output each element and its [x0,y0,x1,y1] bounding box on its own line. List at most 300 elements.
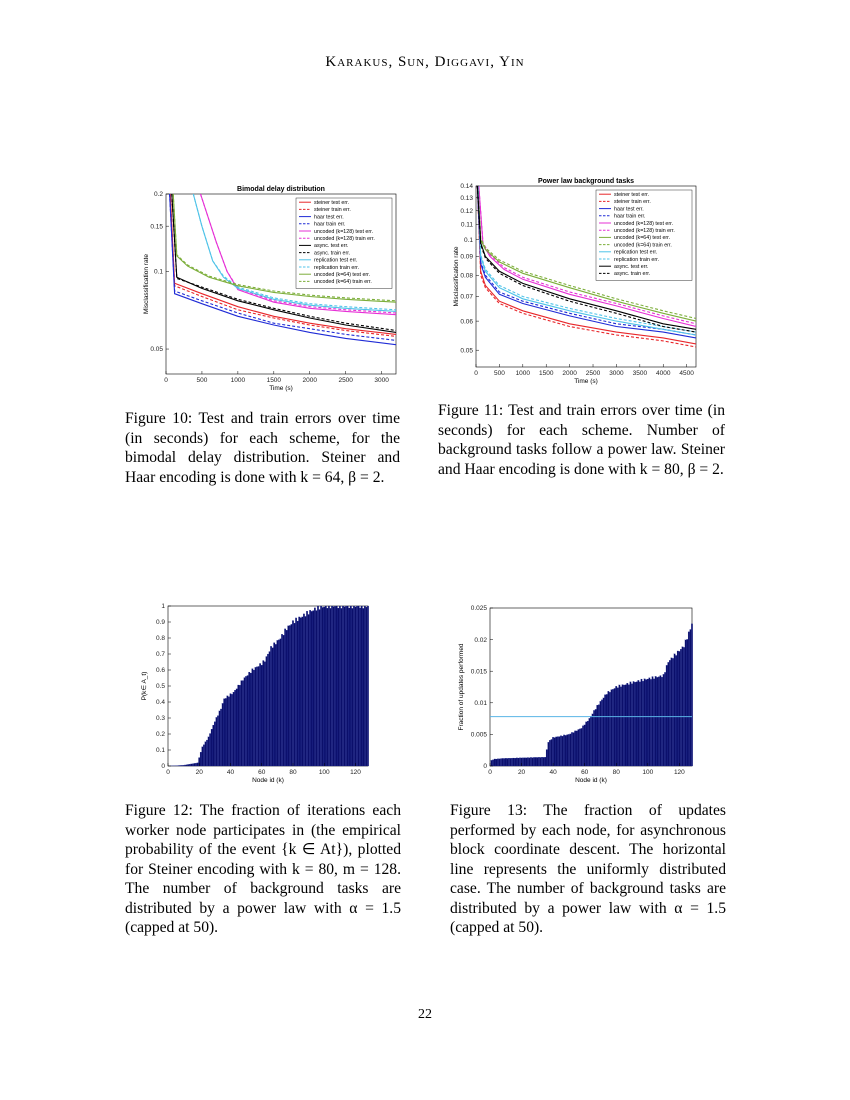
fig13-xlabel: Node id (k) [575,777,607,784]
fig12-bar [361,606,363,766]
fig12-bar [183,765,185,766]
fig11-xtick-label: 2000 [562,370,577,377]
figure-13-caption: Figure 13: The fraction of updates performed by each node, for asynchronous block coordinate descent. The horizontal line represents the uniformly distributed case. The number of background tasks are distributed by a power law with α = 1.5 (capped at 50). [450,802,726,936]
fig13-bar [559,737,561,766]
fig13-bar [540,757,542,766]
fig12-bar [186,765,188,766]
page-number: 22 [418,1007,432,1022]
fig11-ytick-label: 0.11 [460,221,473,229]
fig13-bar [633,681,635,766]
fig13-bar [627,683,629,766]
fig13-bar [636,682,638,766]
fig13-bar [499,759,501,766]
fig13-ytick-label: 0.025 [470,605,487,613]
fig10-xtick-label: 3000 [374,377,389,384]
fig13-bar [639,682,641,766]
fig10-legend-entry: steiner test err. [314,200,350,206]
fig11-xtick-label: 2500 [585,370,601,377]
fig12-bar [192,764,194,766]
fig10-ytick-label: 0.05 [150,346,163,354]
fig13-bar [690,629,692,766]
fig13-bar [611,690,613,766]
fig12-bar [216,717,218,766]
fig13-bar [551,739,553,766]
fig13-bar [544,757,546,766]
fig13-bar [527,758,529,767]
fig13-bar [541,757,543,766]
fig10-ytick-label: 0.15 [150,223,163,231]
fig13-bar [562,736,564,766]
fig13-bar [518,758,520,766]
fig12-bar [364,606,366,766]
fig13-bar [522,758,524,766]
fig13-bar [546,750,548,766]
figure-11-chart [440,172,720,394]
fig12-xtick-label: 20 [195,769,203,776]
fig12-bar [316,611,318,766]
fig13-bar [658,677,660,766]
fig13-ylabel: Fraction of updates performed [458,643,465,731]
fig13-bar [608,691,610,766]
fig13-xtick-label: 100 [642,769,654,776]
fig10-xtick-label: 2500 [338,377,353,384]
fig13-bar [597,705,599,766]
fig13-bar [652,677,654,766]
fig12-xtick-label: 40 [226,769,235,776]
fig13-bar [672,658,674,766]
running-head: Karakus, Sun, Diggavi, Yin [325,54,525,70]
fig11-legend-entry: replication test err. [614,249,658,256]
fig13-bar [587,721,589,766]
fig13-bar [619,685,621,766]
fig12-bar [298,617,300,766]
fig12-bar [227,696,229,766]
fig11-xtick-label: 0 [474,370,478,377]
fig13-bar [601,700,603,766]
fig12-bar [366,607,368,766]
fig13-bar [510,758,512,766]
fig12-xtick-label: 60 [258,769,266,776]
fig13-bar [507,758,509,766]
fig13-bar [519,758,521,766]
fig12-bar [259,663,261,766]
fig12-bar [331,606,333,766]
fig10-legend-entry: async. train err. [314,250,351,257]
figure-10-caption: Figure 10: Test and train errors over time (in seconds) for each scheme, for the bimodal delay distribution. Steiner and Haar encoding is done with k = 64, β = 2. [125,410,400,486]
fig12-bar [292,621,294,767]
fig12-bar [336,606,338,766]
fig12-bar [270,646,272,766]
fig12-bar [356,606,358,766]
fig13-bar [612,689,614,766]
fig12-bar [209,734,211,767]
fig13-bar [526,758,528,766]
fig10-ytick-label: 0.1 [153,268,163,276]
fig13-bar [503,758,505,766]
fig13-bar [581,728,583,766]
fig12-bar [303,614,305,766]
fig10-legend-entry: haar train err. [314,221,346,228]
fig11-xtick-label: 1500 [538,370,554,377]
fig13-ytick-label: 0.02 [474,636,487,644]
fig12-bar [334,606,336,766]
fig12-bar [211,729,213,766]
fig13-bar [669,660,671,766]
fig12-bar [342,606,344,766]
fig13-bar [664,672,666,766]
fig13-bar [622,685,624,766]
fig13-bar [661,677,663,766]
fig13-bar [595,709,597,766]
fig13-bar [508,758,510,766]
fig13-bar [650,679,652,766]
fig13-bar [592,714,594,766]
fig10-legend-entry: replication test err. [314,257,358,264]
fig11-plot [453,178,696,385]
fig13-bar [609,692,611,766]
fig12-bar [208,737,210,766]
fig13-bar [516,758,518,766]
fig12-bar [236,689,238,766]
figure-10 [130,178,420,398]
fig12-bar [234,690,236,766]
fig12-ytick-label: 1 [161,603,165,611]
fig12-bar [188,764,190,766]
fig13-bar [600,701,602,766]
fig12-bar [339,606,341,766]
figure-13 [440,596,720,796]
fig10-legend-entry: haar test err. [314,214,344,221]
fig13-bar [617,688,619,766]
fig12-bar [278,640,280,766]
fig12-bar [333,607,335,766]
fig13-ytick-label: 0.01 [474,700,487,707]
fig13-xtick-label: 80 [612,769,620,776]
figure-13-chart [440,596,720,796]
fig13-bar [533,757,535,766]
fig13-bar [497,759,499,766]
fig13-bar [634,682,636,766]
fig12-bar [295,618,297,766]
fig13-bar [674,654,676,766]
fig12-bar [300,618,302,766]
fig13-bar [532,758,534,766]
fig12-bar [245,676,247,766]
fig12-bar [320,606,322,766]
fig13-bar [513,758,515,766]
fig12-xtick-label: 0 [166,769,170,776]
fig12-bar [184,765,186,766]
fig13-plot [458,605,693,784]
figure-12-caption: Figure 12: The fraction of iterations each worker node participates in (the empirical probability of the event {k ∈ At}), plotted for Steiner encoding with k = 80, m = 128. The number of background tasks are distributed by a power law with α = 1.5 (capped at 50). [125,802,401,936]
fig13-bar [675,655,677,766]
fig13-bar [686,639,688,766]
fig13-bar [529,758,531,766]
fig13-bar [603,698,605,766]
fig13-bar [590,716,592,766]
fig11-xtick-label: 3000 [609,370,624,377]
fig13-bar [604,695,606,766]
fig11-legend-entry: async. train err. [614,271,651,278]
fig13-bar [663,674,665,766]
fig13-bar [543,757,545,766]
fig12-bar [250,673,252,766]
fig13-bar [666,665,668,766]
fig12-bar [263,660,265,766]
fig13-bar [505,758,507,766]
fig13-bar [496,759,498,766]
fig12-bar [314,608,316,766]
fig12-bar [248,672,250,766]
fig12-bar [322,607,324,766]
fig12-bar [328,606,330,766]
fig12-bar [313,611,315,766]
fig12-plot [141,603,369,784]
fig12-bar [272,648,274,766]
fig12-bar [205,742,207,766]
fig12-ytick-label: 0.2 [155,731,165,739]
fig12-xtick-label: 80 [289,769,297,776]
fig12-bar [222,703,224,766]
fig12-bar [309,610,311,766]
figure-11 [440,172,720,394]
fig12-bar [244,678,246,766]
fig13-bar [683,647,685,766]
fig13-bar [494,759,496,766]
fig13-ytick-label: 0.015 [470,668,487,676]
fig13-xtick-label: 0 [488,769,492,776]
fig12-bar [308,614,310,766]
fig13-bar [537,757,539,766]
figure-12-chart [130,596,390,796]
fig10-xlabel: Time (s) [269,385,293,392]
fig12-bar [358,606,360,766]
fig12-bar [273,643,275,766]
fig13-bar [688,632,690,766]
fig13-bar [584,725,586,766]
fig13-bar [614,688,616,766]
fig13-bar [491,760,493,766]
fig13-bar [625,685,627,766]
fig11-xtick-label: 3500 [632,370,648,377]
fig12-bar [230,694,232,766]
fig12-bar [267,654,269,766]
fig13-bar [615,686,617,766]
fig13-bar [574,731,576,766]
fig12-bar [180,765,182,766]
fig13-bar [492,760,494,766]
fig13-bar [691,624,693,766]
fig11-xtick-label: 4500 [679,370,694,377]
fig12-bar [311,611,313,766]
fig12-bar [191,764,193,766]
figure-11-caption: Figure 11: Test and train errors over time (in seconds) for each scheme. Number of background tasks follow a power law. Steiner and Haar encoding is done with k = 80, β = 2. [438,402,725,478]
fig13-bar [598,705,600,766]
fig13-bar [571,732,573,766]
fig13-bar [585,722,587,766]
fig12-bar [283,635,285,766]
fig13-bar [630,682,632,766]
fig13-bar [620,687,622,766]
fig12-bar [275,644,277,766]
fig13-bar [524,758,526,766]
fig12-bar [302,617,304,766]
fig12-bar [202,747,204,766]
fig13-bar [671,658,673,766]
fig12-bar [338,608,340,766]
fig12-bar [242,681,244,766]
fig11-legend [596,190,692,280]
fig12-bar [225,698,227,766]
fig12-bar [325,606,327,766]
fig13-bar [560,736,562,766]
fig12-bar [217,716,219,766]
fig12-bar [256,667,258,766]
fig12-ytick-label: 0.9 [155,619,165,627]
fig13-bar [552,737,554,766]
fig12-bar [341,608,343,766]
fig12-bar [255,667,257,766]
fig12-bar [258,666,260,766]
fig13-bar [589,718,591,766]
fig10-legend-entry: uncoded (k=128) train err. [314,236,375,242]
fig12-ytick-label: 0 [161,763,165,771]
fig12-ytick-label: 0.7 [155,651,165,659]
fig13-bar [660,676,662,766]
fig12-bar [264,662,266,766]
fig13-bar [578,729,580,766]
fig10-xtick-label: 0 [164,377,168,384]
fig12-bar [367,606,369,766]
fig11-title: Power law background tasks [537,178,635,185]
fig11-xtick-label: 4000 [655,370,671,377]
fig13-bar [570,734,572,766]
fig12-bar [353,606,355,766]
fig13-bar [557,737,559,766]
fig10-ylabel: Misclassification rate [143,254,150,314]
fig12-ytick-label: 0.6 [155,667,165,675]
fig13-bar [679,651,681,766]
fig11-xlabel: Time (s) [574,378,598,385]
fig13-bar [628,685,630,766]
fig12-bar [178,765,180,766]
fig12-bar [238,685,240,766]
fig12-bar [345,606,347,766]
fig12-bar [330,608,332,766]
fig10-xtick-label: 1500 [266,377,282,384]
fig12-bar [319,610,321,767]
fig10-legend-entry: replication train err. [314,264,360,271]
fig12-bar [347,606,349,766]
fig12-bar [206,740,208,766]
figure-10-chart [130,178,420,398]
fig12-xlabel: Node id (k) [252,777,284,784]
fig12-bar [286,630,288,766]
fig11-legend-entry: async. test err. [614,264,649,270]
fig11-ytick-label: 0.1 [463,236,473,244]
fig13-bar [567,735,569,766]
fig12-bar [247,675,249,766]
fig13-bar [642,681,644,766]
fig12-bar [239,685,241,766]
fig13-bar [647,679,649,766]
fig10-plot [143,186,396,392]
fig11-legend-entry: steiner train err. [614,199,651,206]
figure-12 [130,596,390,796]
fig13-bar [530,757,532,766]
fig13-bar [638,680,640,766]
fig11-ytick-label: 0.08 [460,272,473,280]
fig12-bar [281,634,283,766]
fig13-bar [563,735,565,766]
fig11-ytick-label: 0.06 [460,318,473,326]
fig13-bar [649,678,651,766]
fig12-ytick-label: 0.5 [155,683,165,691]
fig12-bar [350,606,352,766]
fig12-bar [269,652,271,766]
fig12-bar [288,626,290,766]
fig12-bar [280,639,282,766]
fig11-xtick-label: 1000 [515,370,531,377]
fig13-bar [582,726,584,766]
fig12-ytick-label: 0.1 [155,747,165,755]
fig12-bar [253,670,255,766]
fig12-xtick-label: 120 [350,769,361,776]
fig12-bar [220,709,222,766]
fig13-bar [548,742,550,766]
fig12-ylabel: P(k∈ A_t) [141,671,148,701]
fig13-bar [631,684,633,766]
fig10-legend [296,198,392,288]
fig12-bar [203,745,205,766]
fig12-bar [231,694,233,766]
fig13-bar [668,662,670,766]
fig13-bar [555,737,557,766]
fig12-bar [213,725,215,766]
fig13-xtick-label: 60 [581,769,589,776]
fig13-bar [502,758,504,766]
fig13-bar [549,740,551,766]
fig12-bar [355,607,357,766]
fig13-xtick-label: 120 [673,769,685,776]
fig12-ytick-label: 0.8 [155,635,165,643]
fig12-bar [223,699,225,766]
fig12-bar [219,711,221,766]
fig12-bar [261,665,263,766]
fig11-ylabel: Misclassification rate [453,246,460,307]
fig11-legend-entry: replication train err. [614,256,660,263]
fig11-legend-entry: steiner test err. [614,192,650,198]
fig12-bar [189,764,191,766]
fig11-ytick-label: 0.09 [460,253,473,261]
fig13-bar [535,757,537,766]
fig10-xtick-label: 2000 [302,377,317,384]
fig11-legend-entry: uncoded (k=128) train err. [614,228,675,234]
fig13-bar [656,677,658,766]
fig13-bar [579,729,581,766]
fig12-bar [344,607,346,766]
fig10-xtick-label: 1000 [230,377,246,384]
fig12-bar [228,697,230,766]
fig12-bar [317,606,319,766]
fig11-legend-entry: haar test err. [614,206,644,213]
fig12-bar [241,681,243,766]
fig13-bar [680,649,682,766]
fig13-bar [565,735,567,766]
fig13-bar [554,738,556,766]
fig13-bar [576,731,578,766]
fig13-bar [514,758,516,766]
